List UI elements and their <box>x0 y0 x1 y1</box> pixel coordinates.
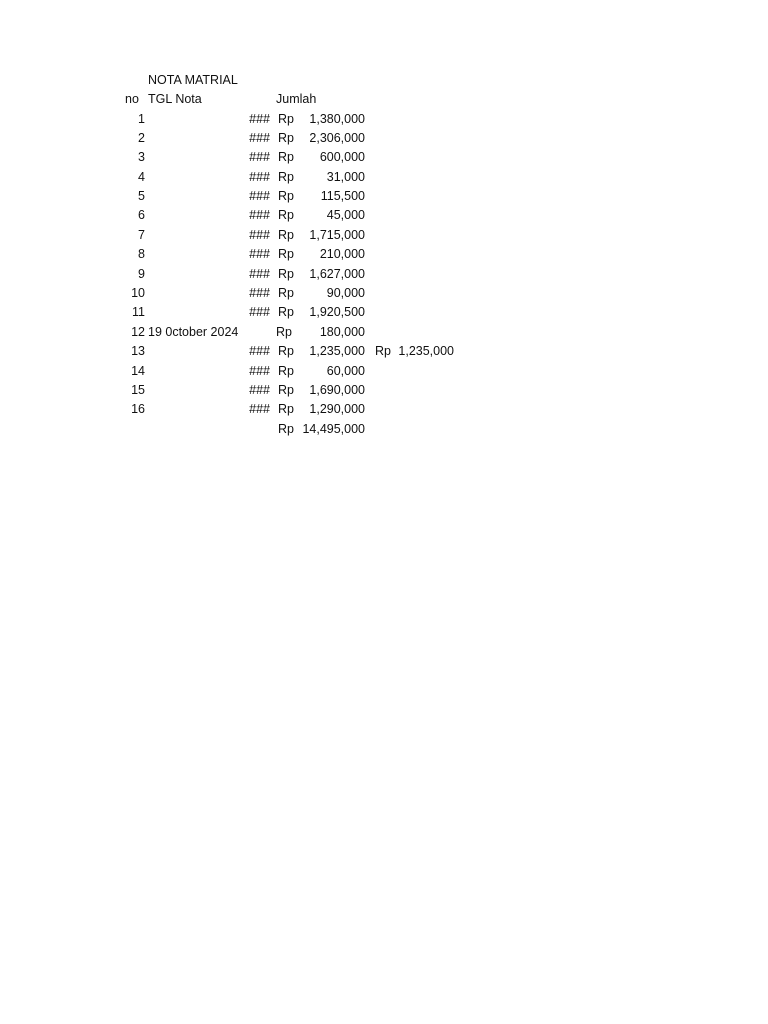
data-rows <box>0 110 768 420</box>
row-date: ### <box>249 111 270 126</box>
table-row <box>0 323 768 342</box>
row-no: 4 <box>138 169 145 184</box>
table-row <box>0 187 768 206</box>
row-amount: 180,000 <box>319 324 365 339</box>
row-date: ### <box>249 227 270 242</box>
row-no: 15 <box>131 382 145 397</box>
row-no: 3 <box>138 150 145 165</box>
row-date: ### <box>249 130 270 145</box>
row-currency: Rp <box>278 266 294 281</box>
header-jumlah: Jumlah <box>276 92 317 106</box>
table-row <box>0 206 768 225</box>
header-row <box>0 90 768 108</box>
row-amount: 60,000 <box>326 363 365 378</box>
header-no: no <box>125 92 139 106</box>
table-row <box>0 110 768 129</box>
table-row <box>0 148 768 167</box>
row-currency: Rp <box>278 189 294 204</box>
row-no: 9 <box>138 266 145 281</box>
row-currency: Rp <box>278 169 294 184</box>
row-no: 6 <box>138 208 145 223</box>
row-currency: Rp <box>278 363 294 378</box>
table-row <box>0 362 768 381</box>
row-extra-amount: 1,235,000 <box>398 344 454 359</box>
row-no: 12 <box>131 324 145 339</box>
row-amount: 31,000 <box>326 169 365 184</box>
table-row <box>0 129 768 148</box>
row-amount: 1,627,000 <box>309 266 365 281</box>
table-row <box>0 284 768 303</box>
table-row <box>0 226 768 245</box>
row-no: 8 <box>138 247 145 262</box>
row-date: ### <box>249 247 270 262</box>
row-extra-currency: Rp <box>375 344 391 359</box>
total-amount: 14,495,000 <box>302 422 365 436</box>
row-currency: Rp <box>278 402 294 417</box>
table-row <box>0 381 768 400</box>
table-row <box>0 342 768 361</box>
row-no: 7 <box>138 227 145 242</box>
row-date: ### <box>249 305 270 320</box>
row-amount: 1,290,000 <box>309 402 365 417</box>
row-amount: 210,000 <box>319 247 365 262</box>
row-currency: Rp <box>276 324 292 339</box>
row-amount: 1,715,000 <box>309 227 365 242</box>
row-amount: 45,000 <box>326 208 365 223</box>
table-row <box>0 265 768 284</box>
row-amount: 90,000 <box>326 286 365 301</box>
row-no: 1 <box>138 111 145 126</box>
row-no: 10 <box>131 286 145 301</box>
row-date: ### <box>249 286 270 301</box>
row-date: ### <box>249 382 270 397</box>
row-currency: Rp <box>278 382 294 397</box>
row-currency: Rp <box>278 286 294 301</box>
row-amount: 1,380,000 <box>309 111 365 126</box>
table-row <box>0 400 768 419</box>
row-no: 2 <box>138 130 145 145</box>
row-no: 5 <box>138 189 145 204</box>
total-row <box>0 420 768 438</box>
row-date: ### <box>249 344 270 359</box>
row-currency: Rp <box>278 208 294 223</box>
row-currency: Rp <box>278 344 294 359</box>
row-date: ### <box>249 150 270 165</box>
total-currency: Rp <box>278 422 294 436</box>
row-currency: Rp <box>278 305 294 320</box>
table-row <box>0 303 768 322</box>
row-date: ### <box>249 363 270 378</box>
row-date: ### <box>249 169 270 184</box>
row-amount: 1,920,500 <box>309 305 365 320</box>
row-currency: Rp <box>278 247 294 262</box>
sheet-title: NOTA MATRIAL <box>148 73 238 87</box>
row-date: ### <box>249 266 270 281</box>
header-tgl-nota: TGL Nota <box>148 92 202 106</box>
table-row <box>0 245 768 264</box>
row-date: 19 0ctober 2024 <box>148 324 239 339</box>
row-currency: Rp <box>278 150 294 165</box>
table-row <box>0 168 768 187</box>
row-no: 13 <box>131 344 145 359</box>
row-currency: Rp <box>278 130 294 145</box>
row-amount: 1,690,000 <box>309 382 365 397</box>
row-amount: 115,500 <box>320 189 365 204</box>
row-amount: 2,306,000 <box>309 130 365 145</box>
row-date: ### <box>249 189 270 204</box>
row-no: 16 <box>131 402 145 417</box>
row-currency: Rp <box>278 227 294 242</box>
row-currency: Rp <box>278 111 294 126</box>
row-date: ### <box>249 402 270 417</box>
row-no: 14 <box>131 363 145 378</box>
row-amount: 1,235,000 <box>309 344 365 359</box>
row-no: 11 <box>132 305 145 320</box>
row-date: ### <box>249 208 270 223</box>
row-amount: 600,000 <box>319 150 365 165</box>
